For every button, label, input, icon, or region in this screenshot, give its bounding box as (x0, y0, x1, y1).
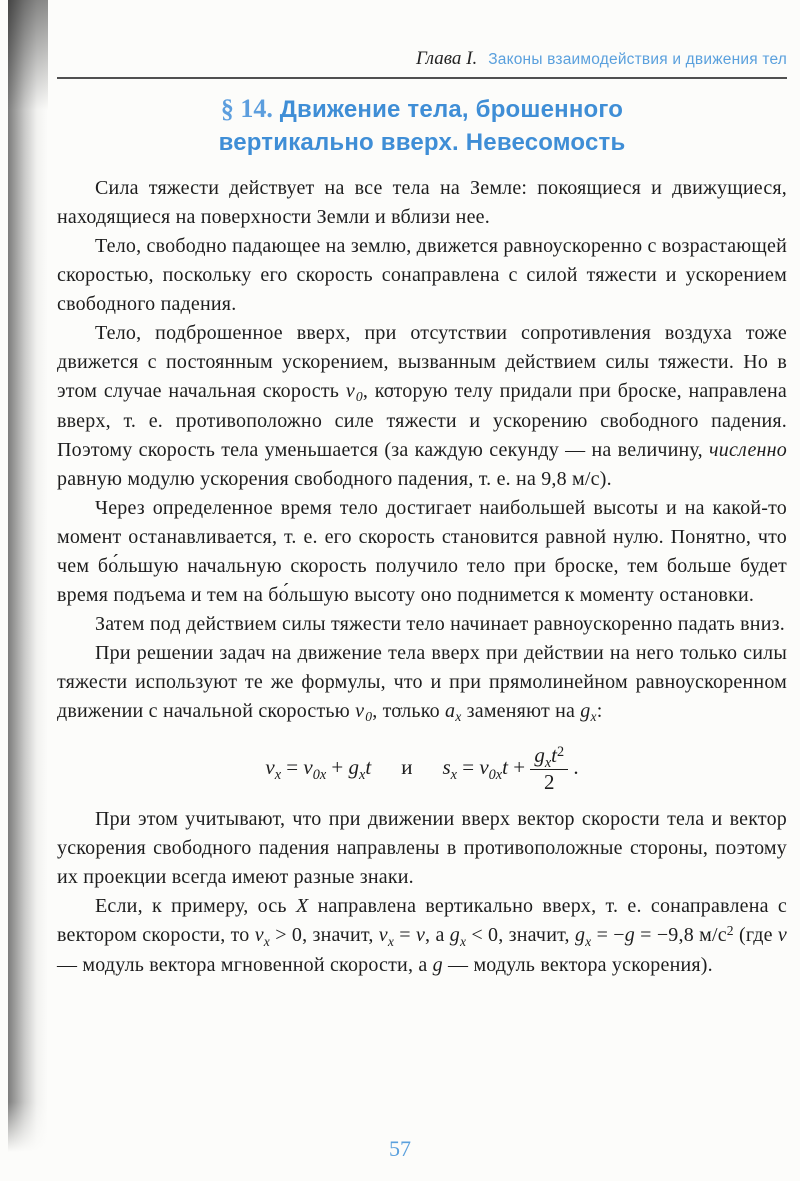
book-spine-shadow (8, 0, 48, 1152)
body-text (57, 174, 787, 980)
fraction: $\frac{g_xt^2}{2}$ (530, 744, 568, 794)
section-title (57, 92, 787, 159)
paragraph: Сила тяжести действует на все тела на Земле: покоящиеся и движущиеся, находящиеся на поверхности Земли и вблизи нее. (57, 177, 787, 228)
section-title-line2: вертикально вверх. Невесомость (218, 129, 626, 156)
paragraph: Если, к примеру, ось X направлена вертикально вверх, т. е. сонаправлена с вектором скорости, то $v_x > 0$, значит, $v_x = v$, а $g_x < 0$, значит, $g_x = -g = -9,8$ $м/с^2$ (где v — модуль вектора мгновенной скорости, а g — модуль вектора ускорения). (57, 895, 787, 977)
paragraph: Тело, свободно падающее на землю, движется равноускоренно с возрастающей скоростью, поскольку его скорость сонаправлена с силой тяжести и ускорением свободного падения. (57, 235, 787, 315)
page-header (57, 48, 787, 70)
page-content (57, 0, 787, 980)
paragraph: При решении задач на движение тела вверх при действии на него только силы тяжести используют те же формулы, что и при прямолинейном равноускоренном движении с начальной скоростью $v \to_0$, только $a_x$ заменяют на $g_x$: (57, 639, 787, 727)
page-number: 57 (389, 1136, 411, 1161)
paragraph: Затем под действием силы тяжести тело начинает равноускоренно падать вниз. (95, 613, 785, 635)
chapter-title: Законы взаимодействия и движения тел (488, 51, 787, 68)
paragraph: Тело, подброшенное вверх, при отсутствии сопротивления воздуха тоже движется с постоянным ускорением, вызванным действием силы тяжести. Но в этом случае начальная скорость $v \to_0$, которую телу придали при броске, направлена вверх, т. е. противоположно силе тяжести и ускорению свободного падения. Поэтому скорость тела уменьшается (за каждую секунду — на величину, численно равную модулю ускорения свободного падения, т. е. на 9,8 м/с). (57, 319, 787, 494)
paragraph: При этом учитывают, что при движении вверх вектор скорости тела и вектор ускорения свободного падения направлены в противоположные стороны, поэтому их проекции всегда имеют разные знаки. (57, 808, 787, 889)
section-title-line1 (57, 92, 787, 126)
header-rule (57, 77, 787, 79)
section-number: § 14. (220, 94, 273, 123)
chapter-label: Глава I. (415, 48, 478, 69)
formula: $v_x = v_{0x} + g_xt$ и $s_x = v_{0x}t$ + $\frac{g_xt^2}{2}$ . (265, 743, 579, 794)
paragraph: Через определенное время тело достигает наибольшей высоты и на какой-то момент останавливается, т. е. его скорость становится равной нулю. Понятно, что чем бо́льшую начальную скорость получило тело при броске, тем больше будет время подъема и тем на бо́льшую высоту оно поднимется к моменту остановки. (57, 497, 787, 606)
section-title-text1: Движение тела, брошенного (279, 96, 624, 123)
